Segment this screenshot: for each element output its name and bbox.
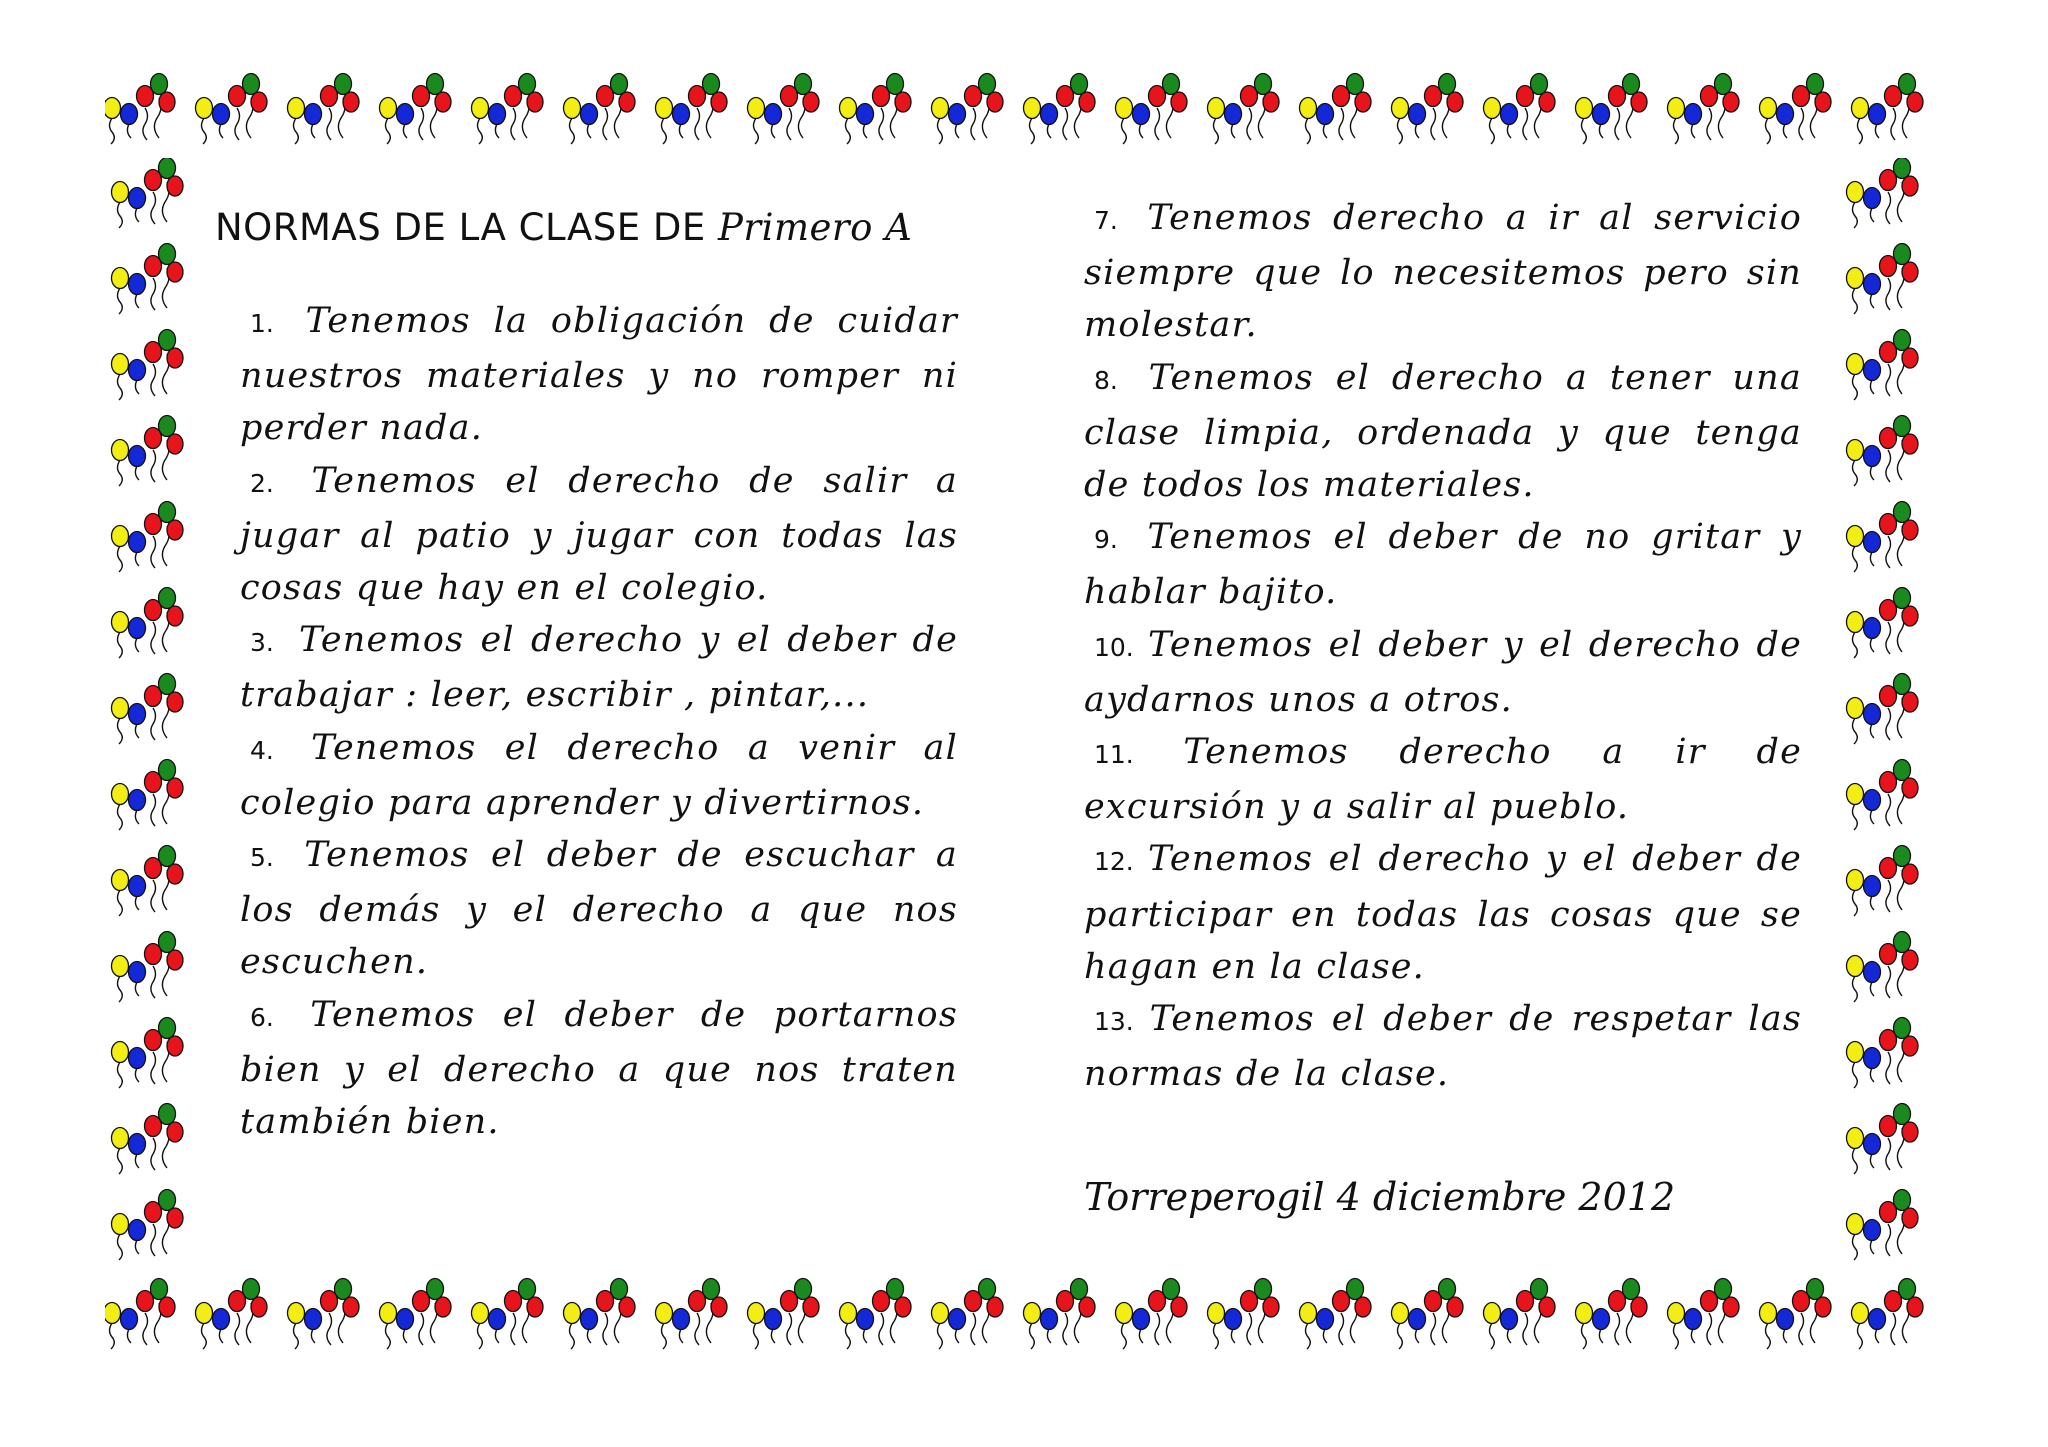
rule-item: [1084, 192, 1802, 352]
signature-place-date: Torreperogil 4 diciembre 2012: [1084, 1175, 1676, 1219]
rule-number: 10.: [1094, 632, 1134, 662]
rule-number: 7.: [1094, 206, 1118, 235]
rule-item: [240, 989, 958, 1149]
rule-number: 4.: [250, 735, 274, 765]
rule-item: [1084, 511, 1802, 618]
balloon-border-left: [105, 158, 200, 1273]
balloon-bunch-icon: [1840, 158, 1935, 1273]
rule-item: [240, 829, 958, 989]
balloon-border-right: [1840, 158, 1935, 1273]
rule-text: Tenemos el derecho de salir a jugar al patio y jugar con todas las cosas que hay en el colegio.: [240, 460, 958, 609]
rule-item: [1084, 619, 1802, 726]
rule-number: 6.: [250, 1002, 274, 1032]
rule-text: Tenemos el deber de escuchar a los demás y el derecho a que nos escuchen.: [240, 835, 958, 983]
rule-text: Tenemos el deber y el derecho de aydarnos unos a otros.: [1084, 624, 1802, 720]
rule-item: [240, 295, 958, 455]
rule-number: 3.: [250, 628, 274, 658]
rule-number: 13.: [1094, 1007, 1134, 1037]
rule-text: Tenemos la obligación de cuidar nuestros materiales y no romper ni perder nada.: [240, 301, 958, 449]
title-class-name: Primero A: [718, 206, 913, 249]
page-title: [215, 206, 912, 249]
rule-text: Tenemos derecho a ir al servicio siempre que lo necesitemos pero sin molestar.: [1084, 198, 1802, 346]
rule-item: [1084, 993, 1802, 1100]
rule-text: Tenemos derecho a ir de excursión y a salir al pueblo.: [1084, 732, 1802, 828]
rule-number: 12.: [1094, 847, 1134, 877]
rule-number: 8.: [1094, 365, 1118, 395]
rule-item: [1084, 833, 1802, 993]
rule-item: [240, 455, 958, 615]
rule-item: [1084, 352, 1802, 512]
rule-number: 11.: [1094, 740, 1134, 770]
title-prefix: NORMAS DE LA CLASE DE: [215, 206, 706, 249]
balloon-border-top: [105, 70, 1945, 152]
balloon-bunch-icon: [105, 1275, 1945, 1357]
rule-text: Tenemos el deber de no gritar y hablar bajito.: [1084, 517, 1802, 613]
rule-number: 5.: [250, 843, 274, 873]
rule-text: Tenemos el derecho y el deber de participar en todas las cosas que se hagan en la clase.: [1084, 839, 1802, 987]
rule-number: 1.: [250, 309, 274, 338]
rule-item: [240, 614, 958, 721]
rule-item: [1084, 726, 1802, 833]
rule-text: Tenemos el deber de respetar las normas de la clase.: [1084, 999, 1802, 1095]
rules-column-right: [1084, 192, 1802, 1100]
rule-number: 9.: [1094, 525, 1118, 555]
rule-item: [240, 722, 958, 829]
balloon-bunch-icon: [105, 158, 200, 1273]
rule-text: Tenemos el derecho a tener una clase limpia, ordenada y que tenga de todos los materiales.: [1084, 357, 1802, 506]
balloon-bunch-icon: [105, 70, 1945, 152]
rules-column-left: [240, 295, 958, 1148]
rule-text: Tenemos el deber de portarnos bien y el derecho a que nos traten también bien.: [240, 994, 958, 1143]
rule-text: Tenemos el derecho a venir al colegio para aprender y divertirnos.: [240, 727, 958, 823]
balloon-border-bottom: [105, 1275, 1945, 1357]
rule-text: Tenemos el derecho y el deber de trabajar : leer, escribir , pintar,...: [240, 620, 958, 716]
rule-number: 2.: [250, 468, 274, 498]
